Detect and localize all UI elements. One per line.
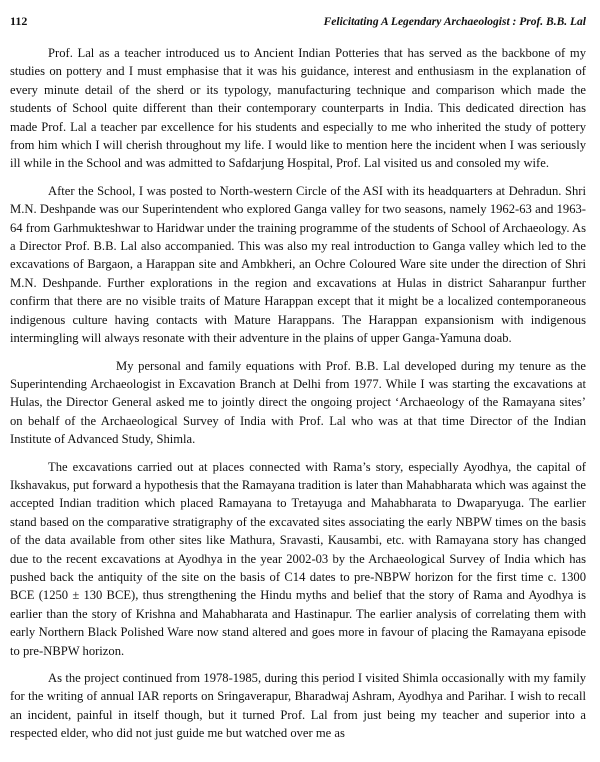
running-header — [10, 14, 586, 38]
running-title: Felicitating A Legendary Archaeologist : Prof. B.B. Lal — [323, 16, 586, 28]
paragraph-family-equations: My personal and family equations with Prof. B.B. Lal developed during my tenure as the Superintending Archaeologist in Excavation Branch at Delhi from 1977. While I was starting the excavations at Hulas, the Director General asked me to jointly direct the ongoing project ‘Archaeology of the Ramayana sites’ on behalf of the Archaeological Survey of India with Prof. Lal who was at that time Director of the Indian Institute of Advanced Study, Shimla. — [10, 358, 586, 447]
paragraph-dehradun-posting: After the School, I was posted to North-western Circle of the ASI with its headquarters at Dehradun. Shri M.N. Deshpande was our Superintendent who explored Ganga valley for two seasons, namely 1962-63 and 1963-64 from Garhmukteshwar to Haridwar under the training programme of the students of School of Archaeology. As a Director Prof. B.B. Lal also accompanied. This was also my real introduction to Ganga valley which led to the excavations of Bargaon, a Harappan site and Ambkheri, an Ochre Coloured Ware site under the direction of Shri M.N. Deshpande. Further explorations in the region and excavations at Hulas in district Saharanpur further confirm that there are no visible traits of Mature Harappan except that it might be a localized contemporaneous indigenous culture having contacts with Mature Harappans. The Harappan expansionism with indigenous intermingling will always resonate with their adventure in the plains of upper Ganga-Yamuna doab. — [10, 183, 586, 346]
page-number: 112 — [10, 14, 28, 28]
paragraph-ayodhya-excavations: The excavations carried out at places connected with Rama’s story, especially Ayodhya, the capital of Ikshavakus, put forward a hypothesis that the Ramayana tradition is later than Mahabharata which was against the accepted Indian tradition which placed Ramayana to Tretayuga and Mahabharata to Dwaparyuga. The earlier stand based on the comparative stratigraphy of the excavated sites associating the early NBPW times on the basis of the data available from other sites like Mathura, Sravasti, Kausambi, etc. with Ramayana story has changed due to the recent excavations at Ayodhya in the year 2002-03 by the Archaeological Survey of India which has pushed back the antiquity of the site on the basis of C14 dates to pre-NBPW horizon for the first time c. 1300 BCE (1250 ± 130 BCE), thus strengthening the Hindu myths and belief that the story of Rama and Ayodhya is earlier than the story of Krishna and Mahabharata and Hastinapur. The earlier analysis of correlating them with early Northern Black Polished Ware now stand altered and goes more in favour of placing the Ramayana episode to pre-NBPW horizon. — [10, 459, 586, 658]
body-text — [10, 44, 586, 743]
paragraph-pottery-teacher: Prof. Lal as a teacher introduced us to Ancient Indian Potteries that has served as the backbone of my studies on pottery and I must emphasise that it was his guidance, interest and enthusiasm in the explanation of every minute detail of the sherd or its typology, manufacturing technique and comparison which made the students of School quite different than their contemporary counterparts in India. This dedicated direction has made Prof. Lal a teacher par excellence for his students and especially to me who inherited the study of pottery from him which I will cherish throughout my life. I would like to mention here the incident when I was seriously ill while in the School and was admitted to Safdarjung Hospital, Prof. Lal visited us and consoled my wife. — [10, 46, 586, 171]
paragraph-shimla-visits: As the project continued from 1978-1985, during this period I visited Shimla occasionally with my family for the writing of annual IAR reports on Sringaverapur, Bharadwaj Ashram, Ayodhya and Parihar. I wish to recall an incident, painful in itself though, but it turned Prof. Lal from just being my teacher and superior into a respected elder, who did not just guide me but watched over me as — [10, 671, 586, 741]
